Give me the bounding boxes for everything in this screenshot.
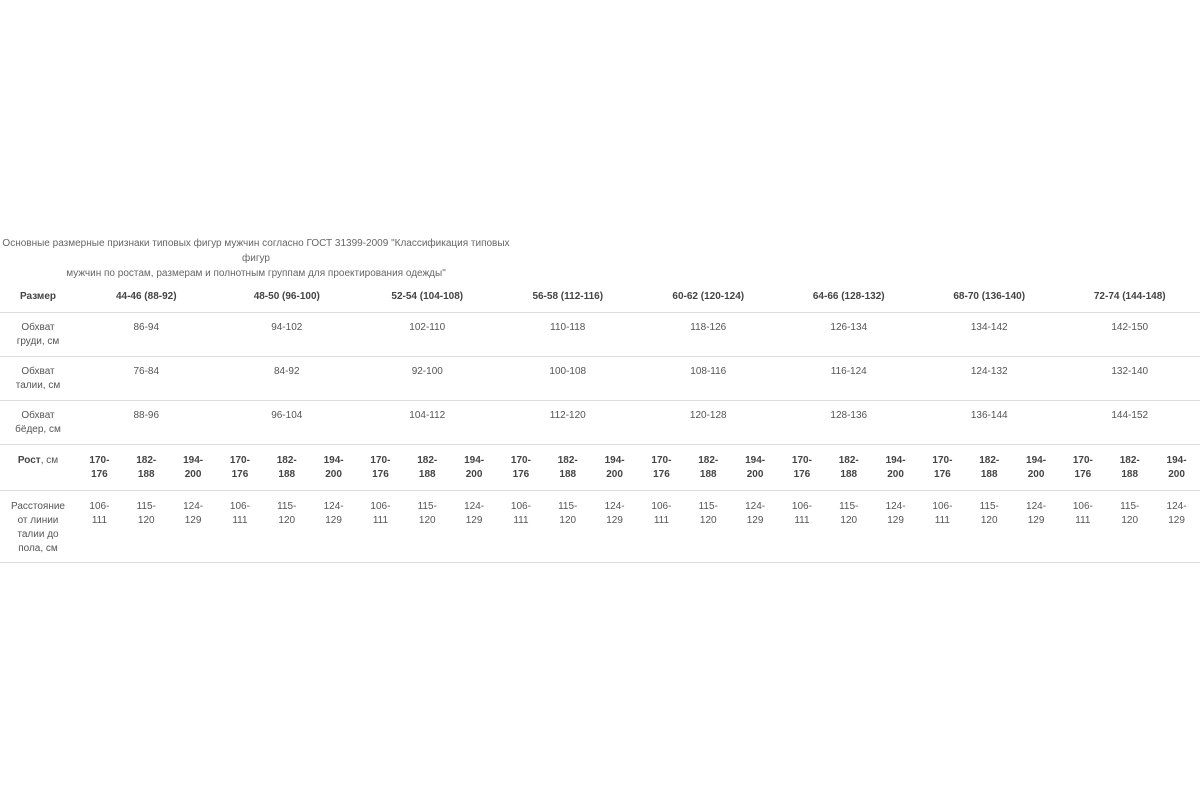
size-header-cell: 72-74 (144-148) — [1059, 282, 1200, 313]
height-value-cell: 170- 176 — [217, 445, 264, 491]
waist-to-floor-row-label: Расстояние от линии талии до пола, см — [0, 491, 76, 563]
waist-to-floor-value-cell: 106- 111 — [357, 491, 404, 563]
height-value-cell: 170- 176 — [638, 445, 685, 491]
waist-row — [0, 357, 1200, 401]
height-value-cell: 170- 176 — [919, 445, 966, 491]
waist-value-cell: 84-92 — [217, 357, 358, 401]
height-label-unit: , см — [40, 455, 59, 466]
waist-to-floor-row — [0, 491, 1200, 563]
hips-value-cell: 136-144 — [919, 401, 1059, 445]
waist-to-floor-value-cell: 115- 120 — [404, 491, 451, 563]
hips-value-cell: 88-96 — [76, 401, 217, 445]
caption-line-1: Основные размерные признаки типовых фигур мужчин согласно ГОСТ 31399-2009 "Классификация типовых фигур — [2, 238, 510, 264]
hips-value-cell: 112-120 — [498, 401, 639, 445]
waist-value-cell: 124-132 — [919, 357, 1059, 401]
chest-value-cell: 110-118 — [498, 313, 639, 357]
size-header-cell: 60-62 (120-124) — [638, 282, 778, 313]
height-row-label — [0, 445, 76, 491]
height-value-cell: 182- 188 — [263, 445, 310, 491]
waist-to-floor-value-cell: 115- 120 — [263, 491, 310, 563]
size-header-cell: 64-66 (128-132) — [779, 282, 919, 313]
waist-to-floor-value-cell: 115- 120 — [1106, 491, 1153, 563]
height-value-cell: 182- 188 — [404, 445, 451, 491]
chest-value-cell: 94-102 — [217, 313, 358, 357]
chest-value-cell: 118-126 — [638, 313, 778, 357]
chest-row — [0, 313, 1200, 357]
height-value-cell: 170- 176 — [357, 445, 404, 491]
waist-to-floor-value-cell: 124- 129 — [591, 491, 638, 563]
size-header-cell: 68-70 (136-140) — [919, 282, 1059, 313]
chest-value-cell: 126-134 — [779, 313, 919, 357]
height-value-cell: 194- 200 — [1153, 445, 1200, 491]
height-label-bold: Рост — [17, 455, 41, 466]
waist-to-floor-value-cell: 124- 129 — [1013, 491, 1060, 563]
caption-line-2: мужчин по ростам, размерам и полнотным группам для проектирования одежды" — [66, 268, 446, 279]
waist-to-floor-value-cell: 106- 111 — [217, 491, 264, 563]
height-value-cell: 194- 200 — [872, 445, 919, 491]
height-value-cell: 194- 200 — [310, 445, 357, 491]
waist-row-label: Обхват талии, см — [0, 357, 76, 401]
waist-to-floor-value-cell: 124- 129 — [310, 491, 357, 563]
height-value-cell: 194- 200 — [732, 445, 779, 491]
chest-value-cell: 86-94 — [76, 313, 217, 357]
waist-value-cell: 92-100 — [357, 357, 497, 401]
height-value-cell: 194- 200 — [451, 445, 498, 491]
height-value-cell: 170- 176 — [779, 445, 826, 491]
height-value-cell: 170- 176 — [498, 445, 545, 491]
size-header-cell: 52-54 (104-108) — [357, 282, 497, 313]
hips-row-label: Обхват бёдер, см — [0, 401, 76, 445]
height-value-cell: 182- 188 — [544, 445, 591, 491]
waist-to-floor-value-cell: 124- 129 — [872, 491, 919, 563]
hips-value-cell: 120-128 — [638, 401, 778, 445]
height-value-cell: 170- 176 — [1059, 445, 1106, 491]
waist-to-floor-value-cell: 115- 120 — [685, 491, 732, 563]
hips-value-cell: 104-112 — [357, 401, 497, 445]
waist-value-cell: 100-108 — [498, 357, 639, 401]
height-value-cell: 194- 200 — [591, 445, 638, 491]
waist-value-cell: 132-140 — [1059, 357, 1200, 401]
waist-to-floor-value-cell: 106- 111 — [779, 491, 826, 563]
waist-to-floor-value-cell: 106- 111 — [638, 491, 685, 563]
height-value-cell: 182- 188 — [685, 445, 732, 491]
size-header-cell: 56-58 (112-116) — [498, 282, 639, 313]
height-value-cell: 170- 176 — [76, 445, 123, 491]
height-value-cell: 194- 200 — [1013, 445, 1060, 491]
waist-to-floor-value-cell: 115- 120 — [966, 491, 1013, 563]
height-value-cell: 182- 188 — [123, 445, 170, 491]
size-header-cell: 44-46 (88-92) — [76, 282, 217, 313]
waist-to-floor-value-cell: 124- 129 — [170, 491, 217, 563]
height-value-cell: 194- 200 — [170, 445, 217, 491]
chest-value-cell: 142-150 — [1059, 313, 1200, 357]
waist-to-floor-value-cell: 124- 129 — [451, 491, 498, 563]
waist-to-floor-value-cell: 115- 120 — [123, 491, 170, 563]
chest-value-cell: 134-142 — [919, 313, 1059, 357]
size-header-row — [0, 282, 1200, 313]
table-caption — [0, 236, 512, 281]
waist-to-floor-value-cell: 106- 111 — [919, 491, 966, 563]
waist-value-cell: 116-124 — [779, 357, 919, 401]
height-value-cell: 182- 188 — [825, 445, 872, 491]
waist-to-floor-value-cell: 115- 120 — [544, 491, 591, 563]
waist-to-floor-value-cell: 106- 111 — [498, 491, 545, 563]
height-value-cell: 182- 188 — [1106, 445, 1153, 491]
waist-to-floor-value-cell: 115- 120 — [825, 491, 872, 563]
waist-to-floor-value-cell: 106- 111 — [1059, 491, 1106, 563]
waist-to-floor-value-cell: 124- 129 — [1153, 491, 1200, 563]
waist-to-floor-value-cell: 106- 111 — [76, 491, 123, 563]
hips-value-cell: 96-104 — [217, 401, 358, 445]
waist-value-cell: 76-84 — [76, 357, 217, 401]
chest-row-label: Обхват груди, см — [0, 313, 76, 357]
size-header-label: Размер — [0, 282, 76, 313]
size-header-cell: 48-50 (96-100) — [217, 282, 358, 313]
waist-to-floor-value-cell: 124- 129 — [732, 491, 779, 563]
hips-value-cell: 144-152 — [1059, 401, 1200, 445]
height-row — [0, 445, 1200, 491]
waist-value-cell: 108-116 — [638, 357, 778, 401]
hips-value-cell: 128-136 — [779, 401, 919, 445]
chest-value-cell: 102-110 — [357, 313, 497, 357]
height-value-cell: 182- 188 — [966, 445, 1013, 491]
hips-row — [0, 401, 1200, 445]
size-table — [0, 282, 1200, 563]
